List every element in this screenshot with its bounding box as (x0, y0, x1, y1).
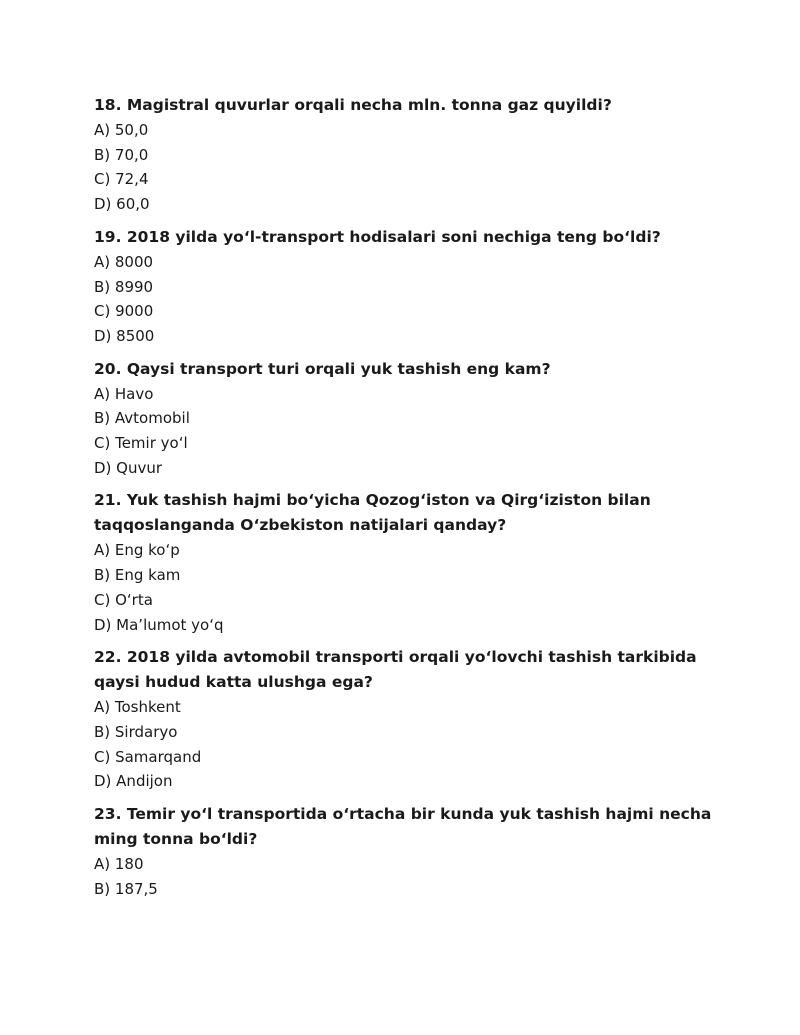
option-d: D) Andijon (94, 772, 173, 791)
option-d: D) 8500 (94, 326, 155, 345)
question-text: 20. Qaysi transport turi orqali yuk tashish eng kam? (94, 359, 551, 378)
question-text: 19. 2018 yilda yo‘l-transport hodisalari soni nechiga teng bo‘ldi? (94, 227, 661, 246)
question-text: 22. 2018 yilda avtomobil transporti orqali yo‘lovchi tashish tarkibida qaysi hudud katta ulushga ega? (94, 648, 697, 692)
option-d: D) Quvur (94, 458, 163, 477)
question-19 (94, 225, 734, 349)
option-a: A) Havo (94, 384, 154, 403)
question-18 (94, 93, 734, 217)
question-21 (94, 488, 734, 637)
option-c: C) O‘rta (94, 590, 153, 609)
option-b: B) Sirdaryo (94, 722, 178, 741)
question-text: 18. Magistral quvurlar orqali necha mln. tonna gaz quyildi? (94, 96, 612, 114)
option-b: B) Avtomobil (94, 409, 190, 428)
option-a: A) Toshkent (94, 698, 181, 717)
option-b: B) Eng kam (94, 566, 181, 585)
question-22 (94, 645, 734, 794)
option-b: B) 8990 (94, 277, 154, 296)
question-23 (94, 802, 734, 901)
option-d: D) 60,0 (94, 195, 150, 214)
option-a: A) 8000 (94, 252, 154, 271)
option-c: C) Temir yo‘l (94, 434, 188, 453)
option-d: D) Ma’lumot yo‘q (94, 615, 224, 634)
option-a: A) 180 (94, 855, 144, 874)
option-b: B) 187,5 (94, 879, 158, 898)
document-page (94, 93, 734, 909)
question-20 (94, 357, 734, 481)
option-c: C) 9000 (94, 302, 154, 321)
option-a: A) Eng ko‘p (94, 541, 180, 560)
question-text: 23. Temir yo‘l transportida o‘rtacha bir kunda yuk tashish hajmi necha ming tonna bo‘ldi? (94, 805, 712, 849)
option-b: B) 70,0 (94, 145, 149, 164)
option-c: C) Samarqand (94, 747, 202, 766)
question-text: 21. Yuk tashish hajmi bo‘yicha Qozog‘iston va Qirg‘iziston bilan taqqoslanganda O‘zbekiston natijalari qanday? (94, 491, 651, 535)
option-c: C) 72,4 (94, 170, 149, 189)
option-a: A) 50,0 (94, 121, 149, 139)
